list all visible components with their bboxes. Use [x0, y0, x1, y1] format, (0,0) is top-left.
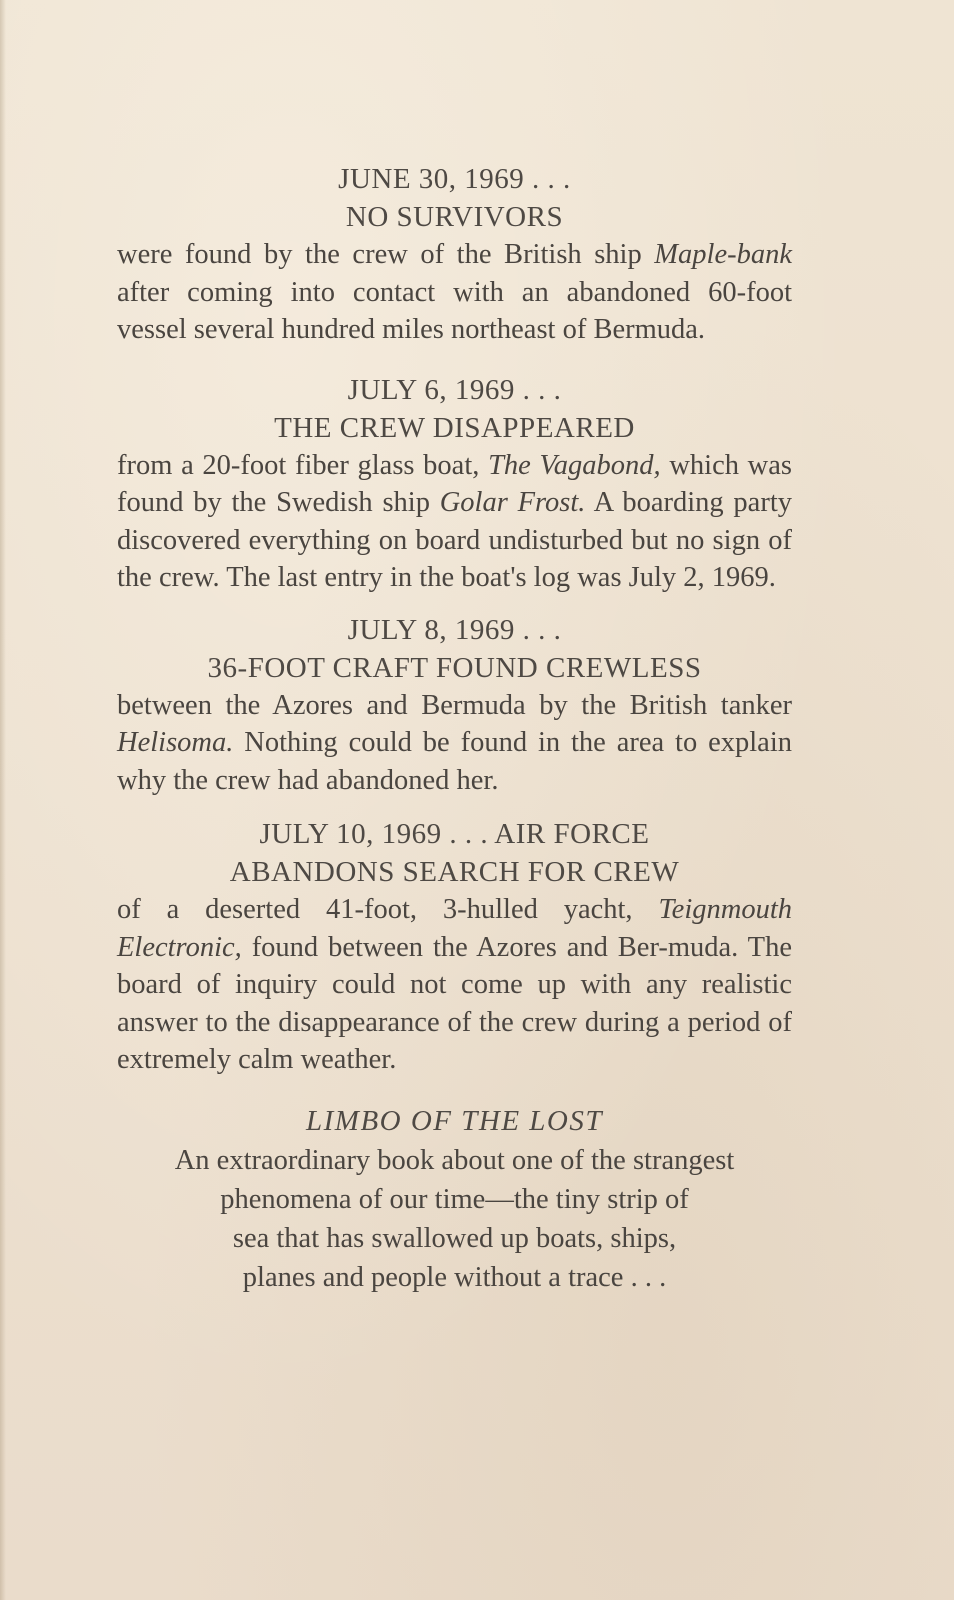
ship-name: Golar Frost.	[439, 487, 586, 518]
blurb-line: sea that has swallowed up boats, ships,	[232, 1222, 677, 1254]
entry-heading-line: NO SURVIVORS	[345, 201, 564, 233]
book-title: LIMBO OF THE LOST	[306, 1104, 603, 1137]
entry-body	[117, 447, 792, 597]
body-text: after coming into contact with an abandoned 60-foot vessel several hundred miles northeast of Bermuda.	[117, 276, 792, 345]
entry-july-8	[117, 611, 792, 800]
entry-heading-line: JUNE 30, 1969 . . .	[338, 163, 571, 195]
entry-heading-line: ABANDONS SEARCH FOR CREW	[229, 856, 680, 888]
page-spine-shadow	[0, 0, 6, 1600]
entry-body	[117, 687, 792, 800]
body-text: of a deserted 41-foot, 3-hulled yacht,	[117, 894, 659, 925]
entry-heading-line: JULY 6, 1969 . . .	[347, 373, 562, 406]
blurb-line: phenomena of our time—the tiny strip of	[220, 1183, 689, 1215]
entry-july-6	[117, 371, 792, 597]
ship-name: Helisoma.	[117, 727, 234, 758]
entry-june-30	[117, 160, 792, 349]
yacht-name: Teignmouth Electronic,	[117, 894, 792, 963]
entry-heading-line: 36-FOOT CRAFT FOUND CREWLESS	[207, 651, 702, 684]
body-text: between the Azores and Bermuda by the British tanker	[117, 689, 792, 721]
entry-body	[117, 236, 792, 349]
page-content	[117, 160, 792, 1297]
body-text: from a 20-foot fiber glass boat,	[117, 449, 489, 481]
body-text: Nothing could be found in the area to explain why the crew had abandoned her.	[117, 727, 792, 796]
body-text: found between the Azores and Ber-muda. The board of inquiry could not come up with any realistic answer to the disappearance of the crew during a period of extremely calm weather.	[117, 931, 792, 1075]
ship-name: Maple-bank	[654, 239, 792, 270]
entry-heading-line: JULY 8, 1969 . . .	[347, 613, 562, 646]
blurb-line: planes and people without a trace . . .	[242, 1261, 667, 1293]
entry-heading-line: THE CREW DISAPPEARED	[274, 411, 635, 444]
entry-july-10	[117, 815, 792, 1079]
blurb-line: An extraordinary book about one of the strangest	[174, 1144, 735, 1176]
body-text: A boarding party discovered everything on board undisturbed but no sign of the crew. The last entry in the boat's log was July 2, 1969.	[117, 487, 792, 593]
body-text: were found by the crew of the British ship	[117, 239, 655, 270]
entry-heading-line: JULY 10, 1969 . . . AIR FORCE	[259, 818, 650, 850]
boat-name: The Vagabond,	[488, 449, 661, 481]
body-text: which was found by the Swedish ship	[117, 449, 792, 518]
entry-body	[117, 891, 792, 1079]
